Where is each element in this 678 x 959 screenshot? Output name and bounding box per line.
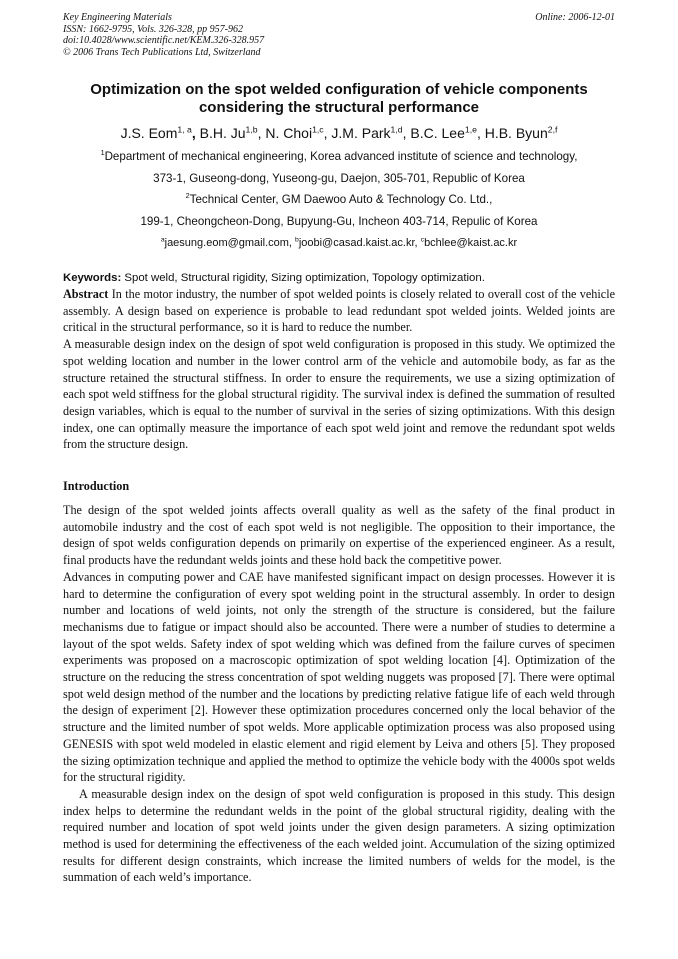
journal-header: [63, 12, 615, 58]
email-link[interactable]: joobi@casad.kaist.ac.kr,: [298, 237, 421, 249]
affiliations: [40, 148, 638, 256]
journal-name: Key Engineering Materials: [63, 12, 172, 23]
author-sup: 1,b: [245, 124, 258, 135]
author: B.H. Ju: [199, 125, 246, 141]
author-emails: $^a$jaesung.eom@gmail.com, $^b$joobi@casad.kaist.ac.kr, $^c$bchlee@kaist.ac.kr: [160, 236, 518, 249]
email-link[interactable]: bchlee@kaist.ac.kr: [424, 237, 518, 249]
affiliation-1-line-2: 373-1, Guseong-dong, Yuseong-gu, Daejon, 305-701, Republic of Korea: [153, 171, 525, 185]
doi: doi:10.4028/www.scientific.net/KEM.326-328.957: [63, 35, 265, 46]
title-line-2: considering the structural performance: [198, 99, 480, 116]
issn: ISSN: 1662-9795, Vols. 326-328, pp 957-962: [63, 23, 243, 35]
keywords-label: Keywords:: [63, 272, 122, 284]
author-list: J.S. Eom$^{1, a}$, B.H. Ju$^{1,b}$, N. Choi$^{1,c}$, J.M. Park$^{1,d}$, B.C. Lee$^{1,e}$, H.B. Byun$^{2,f}$: [120, 124, 558, 141]
copyright: © 2006 Trans Tech Publications Ltd, Switzerland: [63, 46, 261, 58]
keywords-text: Spot weld, Structural rigidity, Sizing optimization, Topology optimization.: [121, 272, 485, 284]
email-link[interactable]: jaesung.eom@gmail.com,: [164, 237, 296, 249]
abstract-paragraph-1: Abstract In the motor industry, the number of spot welded points is closely related to overall cost of the vehicle assembly. A design based on experience is probable to lead redundant spot welded joints. Welded joints are critical in the structural performance, so it is hard to reduce the number.: [63, 287, 615, 335]
introduction-body: [63, 502, 615, 886]
online-date: Online: 2006-12-01: [535, 12, 615, 23]
author: J.S. Eom: [120, 125, 178, 141]
author: N. Choi: [265, 125, 313, 141]
intro-paragraph-3: A measurable design index on the design of spot weld configuration is proposed in this study. This design index helps to determine the redundant welds in the point of the global structural rigidity, dealing with the required number and location of spot weld joints under the given design parameters. A sizing optimization method is used for determining the effectiveness of the each welded joint. Accumulation of the sizing optimized results for different design constraints, which increase the limited numbers of welds for the model, is the summation of each weld’s importance.: [63, 786, 615, 885]
section-heading-introduction: Introduction: [63, 479, 130, 493]
affiliation-2-line-2: 199-1, Cheongcheon-Dong, Bupyung-Gu, Incheon 403-714, Repulic of Korea: [140, 214, 538, 228]
paper-title: [40, 81, 638, 117]
author: H.B. Byun: [484, 125, 548, 141]
keywords: [63, 270, 615, 286]
abstract: [63, 286, 615, 453]
author-sup: 1, a: [177, 124, 192, 135]
author-sup: 1,d: [390, 124, 403, 135]
author: B.C. Lee: [410, 125, 465, 141]
intro-paragraph-2: Advances in computing power and CAE have manifested significant impact on design processes. However it is hard to determine the configuration of every spot welding point in the structural assembly. In order to design number and locations of weld joints, not only the strength of the structure is considered, but the failure mechanisms due to fatigue or impact should also be accounted. There were a number of studies to determine a layout of the spot welds. Safety index of spot welding which was defined from the failure curves of specimen experiments was proposed on a macroscopic optimization of spot welding location [4]. Optimization of the structure on the reducing the stress concentration of spot welding nuggets was proposed [7]. There were optimal spot weld design method of the number and the locations by predicting relative fatigue life of each weld through the design of experiment [2]. However these optimization procedures concerned only the local behavior of the structure and the limited number of spot welds. More applicable optimization process was also proposed using GENESIS with spot weld modeled in elastic element and rigid element by Leiva and others [5]. They proposed the sizing optimization technique and applied the method to optimize the vehicle body with the 4000s spot welds for the structural rigidity.: [63, 569, 615, 785]
author-sup: 2,f: [547, 124, 558, 135]
intro-paragraph-1: The design of the spot welded joints affects overall quality as well as the safety of the final product in automobile industry and the cost of each spot weld is not negligible. The opposition to their importance, the design of spot welds configuration depends on primarily on expertise of the experienced engineer. As a result, final products have the redundant welds joints and these hold back the competitive power.: [63, 503, 615, 568]
author-sup: 1,e: [464, 124, 477, 135]
abstract-paragraph-2: A measurable design index on the design of spot weld configuration is proposed in this study. We optimized the spot welding location and number in the lower control arm of the vehicle and automobile body, as far as the structure retained the structural stiffness. In order to ensure the requirements, we use a sizing optimization of each spot weld stiffness for the global structural rigidity. The survival index is defined the summation of resulted design variables, which is equal to the number of survival in the series of sizing optimizations. With this design index, one can optimally measure the importance of each spot weld joint and remove the redundant spot welds from the structure design.: [63, 337, 615, 452]
affiliation-2-line-1: $^2$Technical Center, GM Daewoo Auto & Technology Co. Ltd.,: [185, 191, 493, 206]
author-sup: 1,c: [312, 124, 324, 135]
author: J.M. Park: [331, 125, 391, 141]
abstract-label: Abstract: [63, 287, 109, 301]
affiliation-1-line-1: $^1$Department of mechanical engineering, Korea advanced institute of science and technology,: [100, 148, 578, 163]
title-line-1: Optimization on the spot welded configuration of vehicle components: [90, 81, 588, 98]
